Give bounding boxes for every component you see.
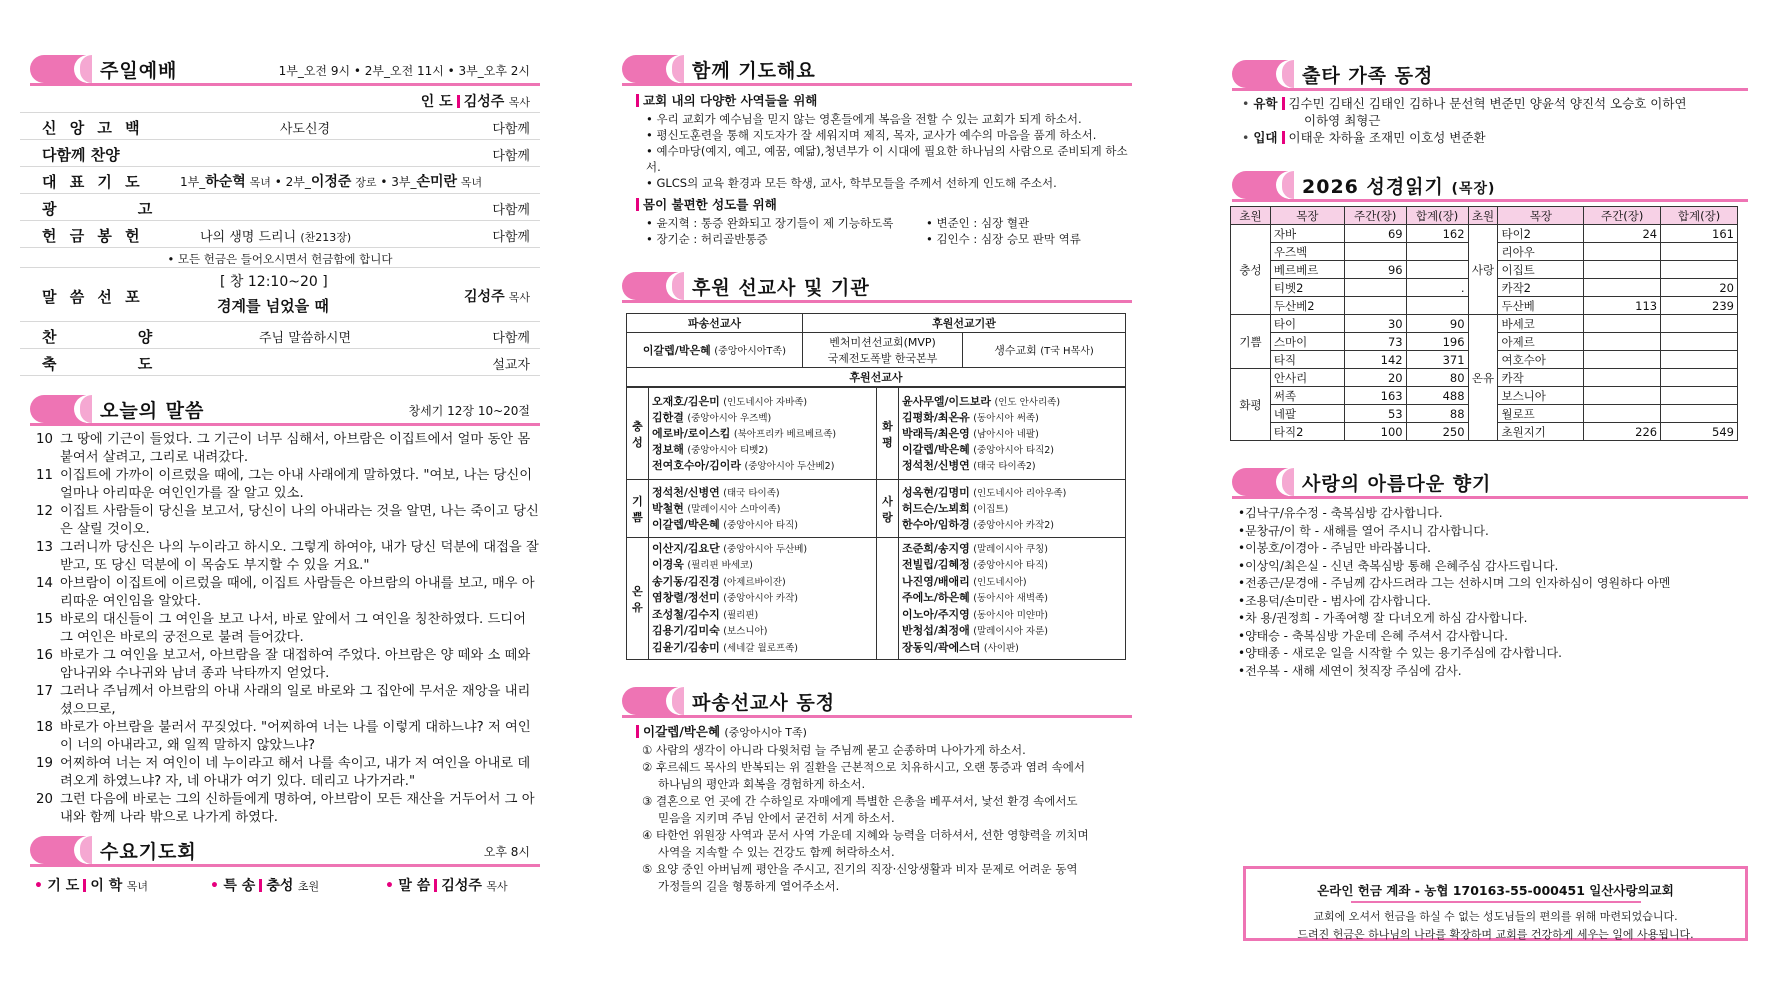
group-name: 사랑 bbox=[877, 480, 899, 538]
support-missionaries bbox=[626, 387, 1126, 660]
dispatch-news-head: 이갈렙/박은혜 (중앙아시아 T족) bbox=[636, 722, 1132, 740]
pray-sick-row: • 윤지혁 : 통증 완화되고 장기들이 제 기능하도록 • 변준인 : 심장 혈관 bbox=[646, 216, 1030, 230]
section-header-missionary bbox=[612, 269, 1132, 303]
section-title: 수요기도회 bbox=[100, 841, 197, 863]
worship-times: 1부_오전 9시 • 2부_오전 11시 • 3부_오후 2시 bbox=[278, 64, 530, 78]
pray-sub-church: 교회 내의 다양한 사역들을 위해 bbox=[636, 91, 1132, 109]
verse-18: 18 바로가 아브람을 불러서 꾸짖었다. "어찌하여 너는 나를 이렇게 대하느냐? 저 여인이 너의 아내라고, 왜 일찍 말하지 않았느냐? bbox=[36, 720, 531, 753]
pray-item: • GLCS의 교육 환경과 모든 학생, 교사, 학부모들을 주께서 선하게 인도해 주소서. bbox=[646, 176, 1057, 190]
sermon-title: 경계를 넘었을 때 bbox=[217, 297, 329, 315]
dispatch-header: 파송선교사 bbox=[627, 314, 803, 333]
offering-hymn: 나의 생명 드리니 (찬213장) bbox=[200, 230, 352, 245]
section-header-pray bbox=[612, 52, 1132, 86]
row-label: 축 도 bbox=[42, 355, 191, 373]
worship-row-blessing bbox=[20, 349, 540, 376]
row-label: 헌 금 봉 헌 bbox=[42, 227, 144, 245]
section-header-bible bbox=[1222, 168, 1748, 202]
row-label: 광 고 bbox=[42, 200, 191, 218]
row-mid: 주님 말씀하시면 bbox=[258, 331, 352, 346]
sermon-label: 말 씀 선 포 bbox=[42, 288, 144, 306]
leader-role: 목사 bbox=[508, 96, 530, 109]
row-right: 다함께 bbox=[492, 122, 530, 137]
row-right: 다함께 bbox=[492, 230, 530, 245]
column-family-bible bbox=[1222, 0, 1748, 680]
group-name: 화평 bbox=[877, 388, 899, 480]
worship-row-praise bbox=[20, 140, 540, 167]
section-title: 함께 기도해요 bbox=[692, 60, 816, 82]
worship-row-creed bbox=[20, 113, 540, 140]
section-header-worship bbox=[20, 52, 540, 86]
support-header: 후원선교사 bbox=[627, 368, 1126, 387]
section-header-dispatch-news bbox=[612, 684, 1132, 718]
org1-cell: 벤처미션선교회(MVP) 국제전도폭발 한국본부 bbox=[803, 333, 963, 368]
verse-12: 12 이집트 사람들이 당신을 보고서, 당신이 나의 아내라는 것을 알면, 나는 죽이고 당신은 살릴 것이오. bbox=[36, 504, 539, 537]
group-name: 충성 bbox=[627, 388, 649, 480]
org2-cell: 생수교회 (T국 H목사) bbox=[963, 333, 1126, 368]
group-list: 오재호/김은미 (인도네시아 자바족) 김한결 (중앙아시아 우즈벡) 에로바/로이스킴 (북아프리카 베르베르족) 정보해 (중앙아시아 티벳2) 전여호수아/김이라 (중앙아시아 두산베2) bbox=[649, 388, 877, 480]
group-list: 윤사무엘/이드보라 (인도 안사리족) 김평화/최온유 (동아시아 써족) 박래득/최은영 (남아시아 네팔) 이갈렙/박은혜 (중앙아시아 타직2) 정석천/신병연 (태국 타이족2) bbox=[899, 388, 1126, 480]
section-title: 출타 가족 동정 bbox=[1302, 65, 1434, 87]
bible-group: 온유 bbox=[1468, 315, 1498, 441]
column-worship bbox=[20, 0, 540, 897]
verse-13: 13 그러니까 당신은 나의 누이라고 하시오. 그렇게 하여야, 내가 당신 덕분에 대접을 잘 받고, 또 당신 덕분에 이 목숨도 부지할 수 있을 거요." bbox=[36, 540, 539, 573]
online-account: 온라인 헌금 계좌 - 농협 170163-55-000451 일산사랑의교회 bbox=[1317, 883, 1674, 898]
verse-20: 20 그런 다음에 바로는 그의 신하들에게 명하여, 아브람이 모든 재산을 거두어서 그 아내와 함께 나라 밖으로 나가게 하였다. bbox=[36, 792, 535, 825]
section-title: 사랑의 아름다운 향기 bbox=[1302, 473, 1492, 495]
pray-item: • 예수마당(예지, 예고, 예꿈, 예닮),청년부가 이 시대에 필요한 하나님의 사람으로 준비되게 하소서. bbox=[646, 144, 1128, 174]
row-right: 설교자 bbox=[492, 358, 530, 373]
verse-15: 15 바로의 대신들이 그 여인을 보고 나서, 바로 앞에서 그 여인을 칭찬하였다. 드디어 그 여인은 바로의 궁전으로 불려 들어갔다. bbox=[36, 612, 526, 645]
online-offering-box bbox=[1243, 866, 1748, 941]
verse-list bbox=[20, 431, 540, 827]
pray-item: • 우리 교회가 예수님을 믿지 않는 영혼들에게 복음을 전할 수 있는 교회가 되게 하소서. bbox=[646, 112, 1082, 126]
verse-14: 14 아브람이 이집트에 이르렀을 때에, 이집트 사람들은 아브람의 아내를 보고, 매우 아리따운 여인임을 알았다. bbox=[36, 576, 535, 609]
group-name-empty bbox=[877, 538, 899, 660]
leader-name: 김성주 bbox=[463, 94, 505, 110]
row-right: 다함께 bbox=[492, 149, 530, 164]
verse-19: 19 어찌하여 너는 저 여인이 네 누이라고 해서 나를 속이고, 내가 저 여인을 아내로 데려오게 하였느냐? 자, 네 아내가 여기 있다. 데리고 나가거라." bbox=[36, 756, 531, 789]
sermon-speaker: 김성주 bbox=[464, 289, 505, 305]
section-title: 파송선교사 동정 bbox=[692, 692, 836, 714]
section-title: 주일예배 bbox=[100, 60, 178, 82]
section-header-thanks bbox=[1222, 465, 1748, 499]
group-list: 이산지/김요단 (중앙아시아 두산베) 이경욱 (필리핀 바세코) 송기동/김진경 (아제르바이잔) 염창렬/정선미 (중앙아시아 카작) 조성철/김수지 (필리핀) 김용기/김미숙 (보스니아) 김윤기/김송미 (세네갈 월로프족) bbox=[649, 538, 877, 660]
row-label: 신 앙 고 백 bbox=[42, 119, 144, 137]
row-mid: 사도신경 bbox=[279, 122, 331, 137]
section-header-today-word bbox=[20, 392, 540, 426]
bible-group: 사랑 bbox=[1468, 225, 1498, 315]
group-list: 정석천/신병연 (태국 타이족) 박철현 (말레이시아 스마이족) 이갈렙/박은혜 (중앙아시아 타직) bbox=[649, 480, 877, 538]
row-right: 다함께 bbox=[492, 203, 530, 218]
row-label: 찬 양 bbox=[42, 328, 191, 346]
verse-10: 10 그 땅에 기근이 들었다. 그 기근이 너무 심해서, 아브람은 이집트에서 얼마 동안 몸붙여서 살려고, 그리로 내려갔다. bbox=[36, 432, 531, 465]
group-name: 기쁨 bbox=[627, 480, 649, 538]
row-right: 다함께 bbox=[492, 331, 530, 346]
online-line2: 드려진 헌금은 하나님의 나라를 확장하며 교회를 건강하게 세우는 일에 사용됩니다. bbox=[1297, 928, 1694, 941]
group-list: 조준희/송지영 (말레이시아 쿠칭) 전빌립/김혜정 (중앙아시아 타직) 나진영/배애리 (인도네시아) 주에노/하은혜 (동아시아 새벽족) 이노아/주지영 (동아시아 미얀마) 반청섭/최정애 (말레이시아 자룬) 장동익/곽에스더 (사이판) bbox=[899, 538, 1126, 660]
dispatch-news-items: ① 사람의 생각이 아니라 다윗처럼 늘 주님께 묻고 순종하며 나아가게 하소서. ② 후르쉐드 목사의 반복되는 위 질환을 근본적으로 치유하시고, 오랜 통증과 염려 속에서 하나님의 평안과 회복을 경험하게 하소서. ③ 결혼으로 언 곳에 간 수하일로 자매에게 특별한 은총을 베푸셔서, 낯선 환경 속에서도 믿음을 지키며 주님 안에서 굳건히 서게 하소서. ④ 타한언 위원장 사역과 문서 사역 가운데 지혜와 능력을 더하셔서, 선한 영향력을 끼치며 사역을 지속할 수 있는 건강도 함께 허락하소서. ⑤ 요양 중인 아버님께 평안을 주시고, 진기의 직장·신앙생활과 비자 문제로 어려운 동역 가정들의 길을 형통하게 열어주소서. bbox=[642, 743, 1089, 893]
pray-item: • 평신도훈련을 통해 지도자가 잘 세워지며 제직, 목자, 교사가 예수의 마음을 품게 하소서. bbox=[646, 128, 1097, 142]
pray-sick-row: • 장기순 : 허리골반통증 • 김인수 : 심장 승모 판막 역류 bbox=[646, 232, 1081, 246]
prayer-leaders: 1부_하순혁 목녀 • 2부_이정준 장로 • 3부_손미란 목녀 bbox=[180, 174, 483, 190]
row-label: 대 표 기 도 bbox=[42, 173, 144, 191]
wed-time: 오후 8시 bbox=[483, 845, 530, 859]
section-title: 오늘의 말씀 bbox=[100, 400, 205, 422]
pray-sub-sick: 몸이 불편한 성도를 위해 bbox=[636, 195, 1132, 213]
dispatch-cell: 이갈렙/박은혜 (중앙아시아T족) bbox=[627, 333, 803, 368]
section-header-away bbox=[1222, 57, 1748, 91]
verse-16: 16 바로가 그 여인을 보고서, 아브람을 잘 대접하여 주었다. 아브람은 양 떼와 소 떼와 암나귀와 수나귀와 남녀 종과 낙타까지 얻었다. bbox=[36, 648, 531, 681]
verse-17: 17 그러나 주님께서 아브람의 아내 사래의 일로 바로와 그 집안에 무서운 재앙을 내리셨으므로, bbox=[36, 684, 531, 717]
thanks-list: •김낙구/유수정 - 축복심방 감사합니다. •문창규/이 학 - 새해를 열어 주시니 감사합니다. •이봉호/이경아 - 주님만 바라봅니다. •이상익/최은실 - 신년 축복심방 통해 은혜주심 감사드립니다. •전종근/문경애 - 주님께 감사드려라 그는 선하시며 그의 인자하심이 영원하다 아멘 •조용덕/손미란 - 범사에 감사합니다. •차 용/권정희 - 가족여행 잘 다녀오게 하심 감사합니다. •양태승 - 축복심방 가운데 은혜 주셔서 감사합니다. •양태종 - 새로운 일을 시작할 수 있는 용기주심에 감사합니다. •전우복 - 새해 세연이 첫직장 주심에 감사. bbox=[1238, 506, 1671, 678]
online-line1: 교회에 오셔서 헌금을 하실 수 없는 성도님들의 편의를 위해 마련되었습니다. bbox=[1313, 910, 1678, 923]
worship-leader-row bbox=[20, 86, 540, 113]
section-title: 후원 선교사 및 기관 bbox=[692, 277, 870, 299]
bible-group: 화평 bbox=[1231, 369, 1271, 441]
section-title: 2026 성경읽기 (목장) bbox=[1302, 176, 1496, 198]
row-label: 다함께 찬양 bbox=[42, 146, 120, 164]
group-name: 온유 bbox=[627, 538, 649, 660]
offering-note: • 모든 헌금은 들어오시면서 헌금함에 합니다 bbox=[20, 248, 540, 268]
bible-group: 충성 bbox=[1231, 225, 1271, 315]
wed-roles: • 기 도 이 학 목녀 • 특 송 충성 초원 • 말 씀 김성주 목사 bbox=[34, 878, 508, 894]
worship-row-hymn bbox=[20, 322, 540, 349]
scripture-ref: 창세기 12장 10~20절 bbox=[408, 404, 530, 418]
worship-row-offering bbox=[20, 221, 540, 248]
worship-row-prayer bbox=[20, 167, 540, 194]
group-list: 성옥현/김명미 (인도네시아 리아우족) 허드슨/노뵈희 (이집트) 한수아/임하경 (중앙아시아 카작2) bbox=[899, 480, 1126, 538]
sermon-ref: [ 창 12:10~20 ] bbox=[220, 274, 328, 290]
section-header-wednesday bbox=[20, 833, 540, 867]
bible-reading-table: 초원 목장 주간(장) 합계(장) 초원 목장 주간(장) 합계(장) 충성 자바 69 162 사랑 타이2 24 161 우즈벡 리아우 베르베르 96 이집트 티벳2 . 카작2 20 두산베2 두산베 113 239 기쁨 타이 30 90 온유 바세코 스마이 73 196 아제르 타직 142 371 여호수아 화평 안사리 20 80 카작 써족 163 488 보스니아 네팔 53 88 월로프 타직2 100 250 초원지기 226 549 bbox=[1230, 206, 1738, 441]
column-prayer-missions bbox=[612, 0, 1132, 895]
verse-11: 11 이집트에 가까이 이르렀을 때에, 그는 아내 사래에게 말하였다. "여보, 나는 당신이 얼마나 아리따운 여인인가를 잘 알고 있소. bbox=[36, 468, 533, 501]
support-org-header: 후원선교기관 bbox=[803, 314, 1126, 333]
bible-group: 기쁨 bbox=[1231, 315, 1271, 369]
worship-row-sermon: 말 씀 선 포 [ 창 12:10~20 ] 경계를 넘었을 때 김성주 목사 bbox=[20, 268, 540, 322]
worship-row-notice bbox=[20, 194, 540, 221]
away-list: • 유학 김수민 김태신 김태인 김하나 문선혁 변준민 양윤석 양진석 오승호 이하연 이하영 최형근 • 입대 이태운 차하율 조재민 이호성 변준환 bbox=[1242, 96, 1687, 145]
leader-label: 인 도 bbox=[420, 94, 453, 110]
missionary-table bbox=[626, 313, 1126, 387]
